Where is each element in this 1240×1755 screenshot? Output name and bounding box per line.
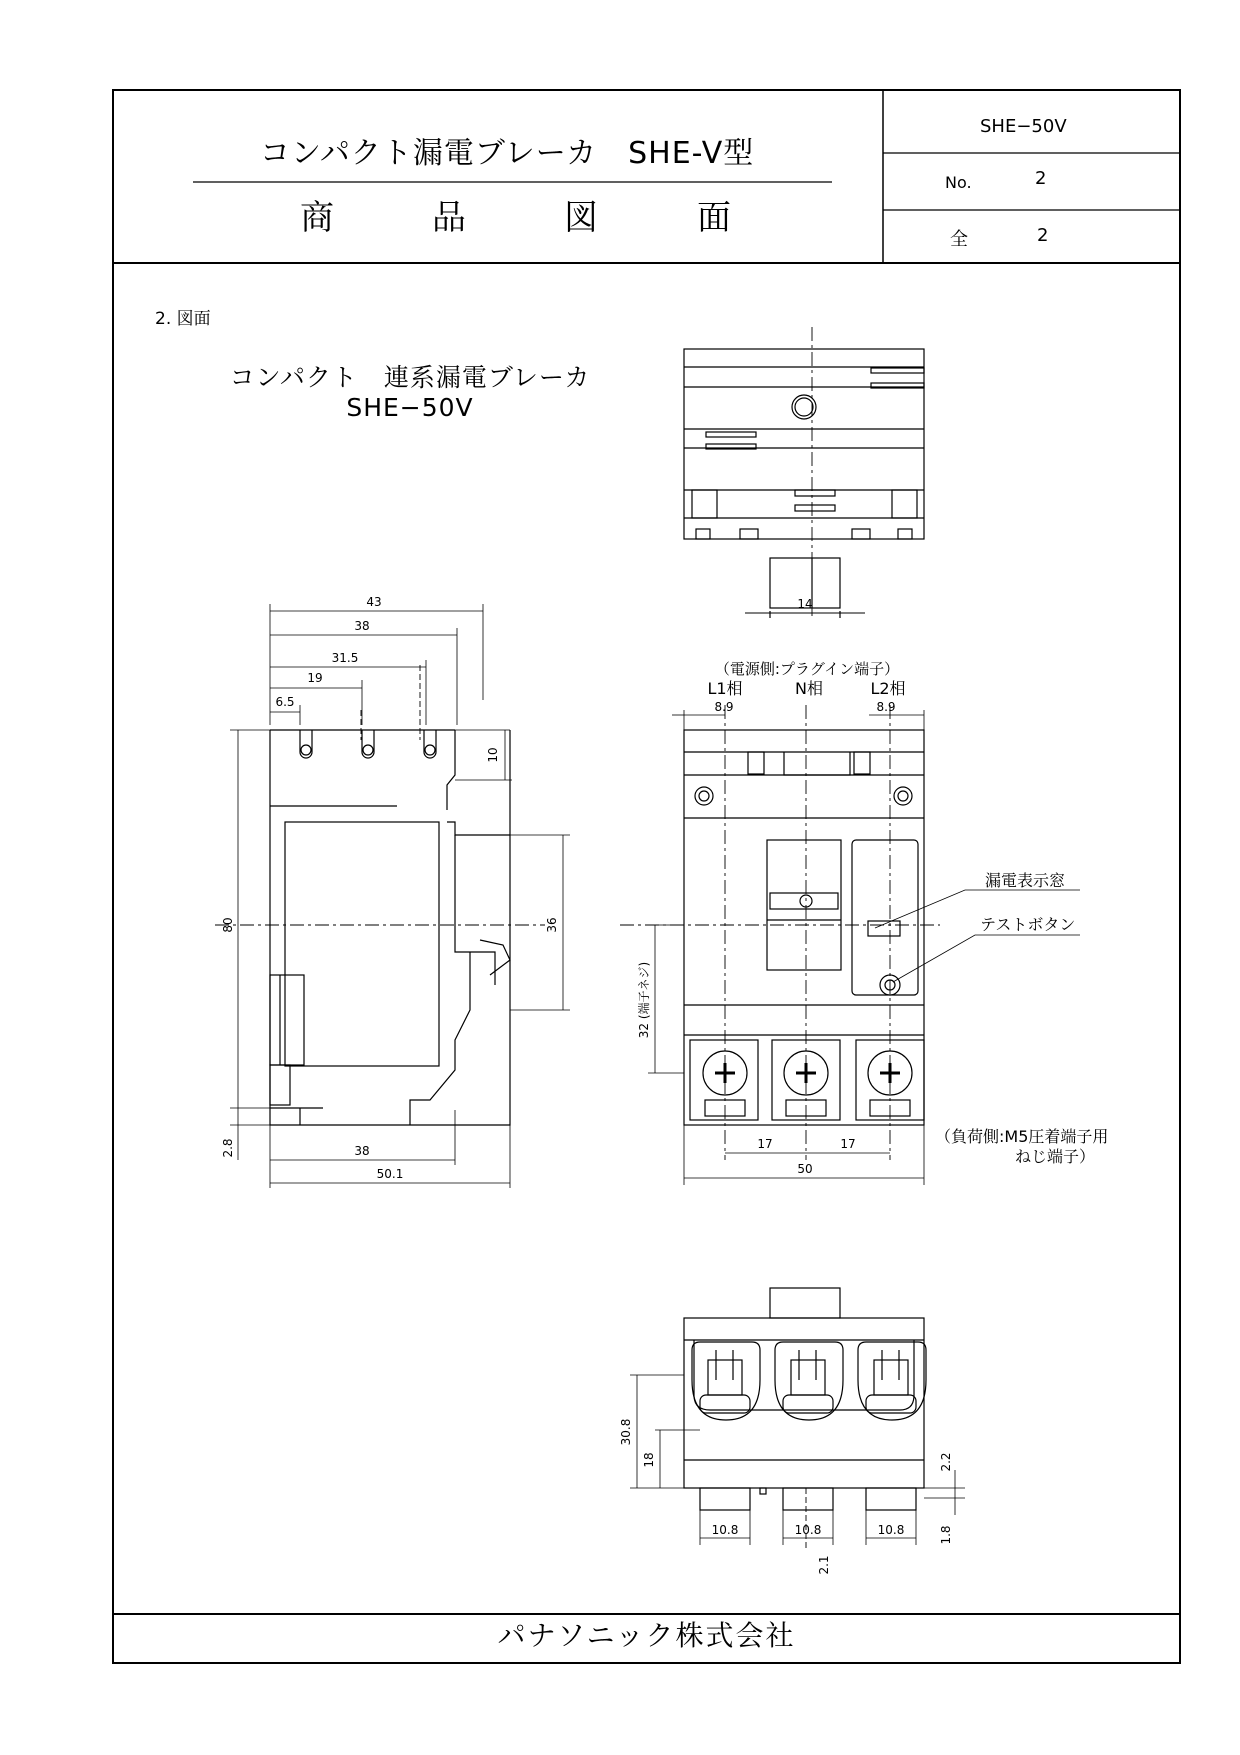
dim-17-right: 17 (840, 1137, 856, 1151)
dim-10-8-b: 10.8 (794, 1523, 822, 1537)
top-view (684, 327, 924, 620)
n-phase-label: N相 (795, 679, 823, 698)
load-side-label-2: ねじ端子） (1015, 1147, 1096, 1166)
front-view (620, 705, 1080, 1185)
dim-10: 10 (486, 747, 500, 763)
product-title: コンパクト漏電ブレーカ SHE-V型 (260, 136, 755, 171)
dim-2-2: 2.2 (939, 1452, 953, 1472)
doc-type-char: 図 (564, 198, 598, 238)
dim-10-8-a: 10.8 (711, 1523, 739, 1537)
side-view (215, 604, 570, 1188)
l1-phase-label: L1相 (707, 679, 743, 698)
dim-38-top: 38 (354, 619, 370, 633)
dim-10-8-c: 10.8 (877, 1523, 905, 1537)
dim-38-bottom: 38 (354, 1144, 370, 1158)
dim-43: 43 (366, 595, 382, 609)
bottom-view (630, 1288, 965, 1550)
dim-19: 19 (307, 671, 323, 685)
total-label: 全 (950, 229, 968, 250)
dim-2-8: 2.8 (221, 1138, 235, 1158)
dim-31-5: 31.5 (331, 651, 359, 665)
drawing-title-line2: SHE−50V (346, 393, 474, 422)
dim-18: 18 (642, 1452, 656, 1468)
section-label: 2. 図面 (155, 309, 211, 329)
supply-side-label: （電源側:プラグイン端子） (714, 660, 900, 678)
total-value: 2 (1037, 225, 1049, 246)
company-name: パナソニック株式会社 (497, 1619, 796, 1652)
dim-50: 50 (797, 1162, 813, 1176)
dim-30-8: 30.8 (619, 1418, 633, 1446)
dim-8-9-right: 8.9 (876, 700, 896, 714)
dim-1-8: 1.8 (939, 1525, 953, 1545)
l2-phase-label: L2相 (870, 679, 906, 698)
doc-type-char: 品 (432, 198, 466, 238)
model-number: SHE−50V (980, 116, 1067, 137)
dim-8-9-left: 8.9 (714, 700, 734, 714)
drawing-title-line1: コンパクト 連系漏電ブレーカ (229, 363, 591, 392)
dim-36: 36 (545, 917, 559, 933)
dim-6-5: 6.5 (275, 695, 295, 709)
load-side-label-1: （負荷側:M5圧着端子用 (935, 1127, 1109, 1146)
dim-2-1: 2.1 (817, 1555, 831, 1575)
dim-17-left: 17 (757, 1137, 773, 1151)
no-value: 2 (1035, 168, 1047, 189)
doc-type-char: 面 (697, 198, 731, 238)
test-button-label: テストボタン (980, 915, 1076, 934)
dim-32-terminal-screw: 32 (端子ネジ) (637, 961, 651, 1039)
no-label: No. (945, 173, 972, 192)
leak-window-label: 漏電表示窓 (985, 871, 1066, 890)
dim-14: 14 (797, 597, 813, 611)
dim-80: 80 (221, 917, 235, 933)
doc-type-char: 商 (300, 198, 334, 238)
dim-50-1: 50.1 (376, 1167, 404, 1181)
